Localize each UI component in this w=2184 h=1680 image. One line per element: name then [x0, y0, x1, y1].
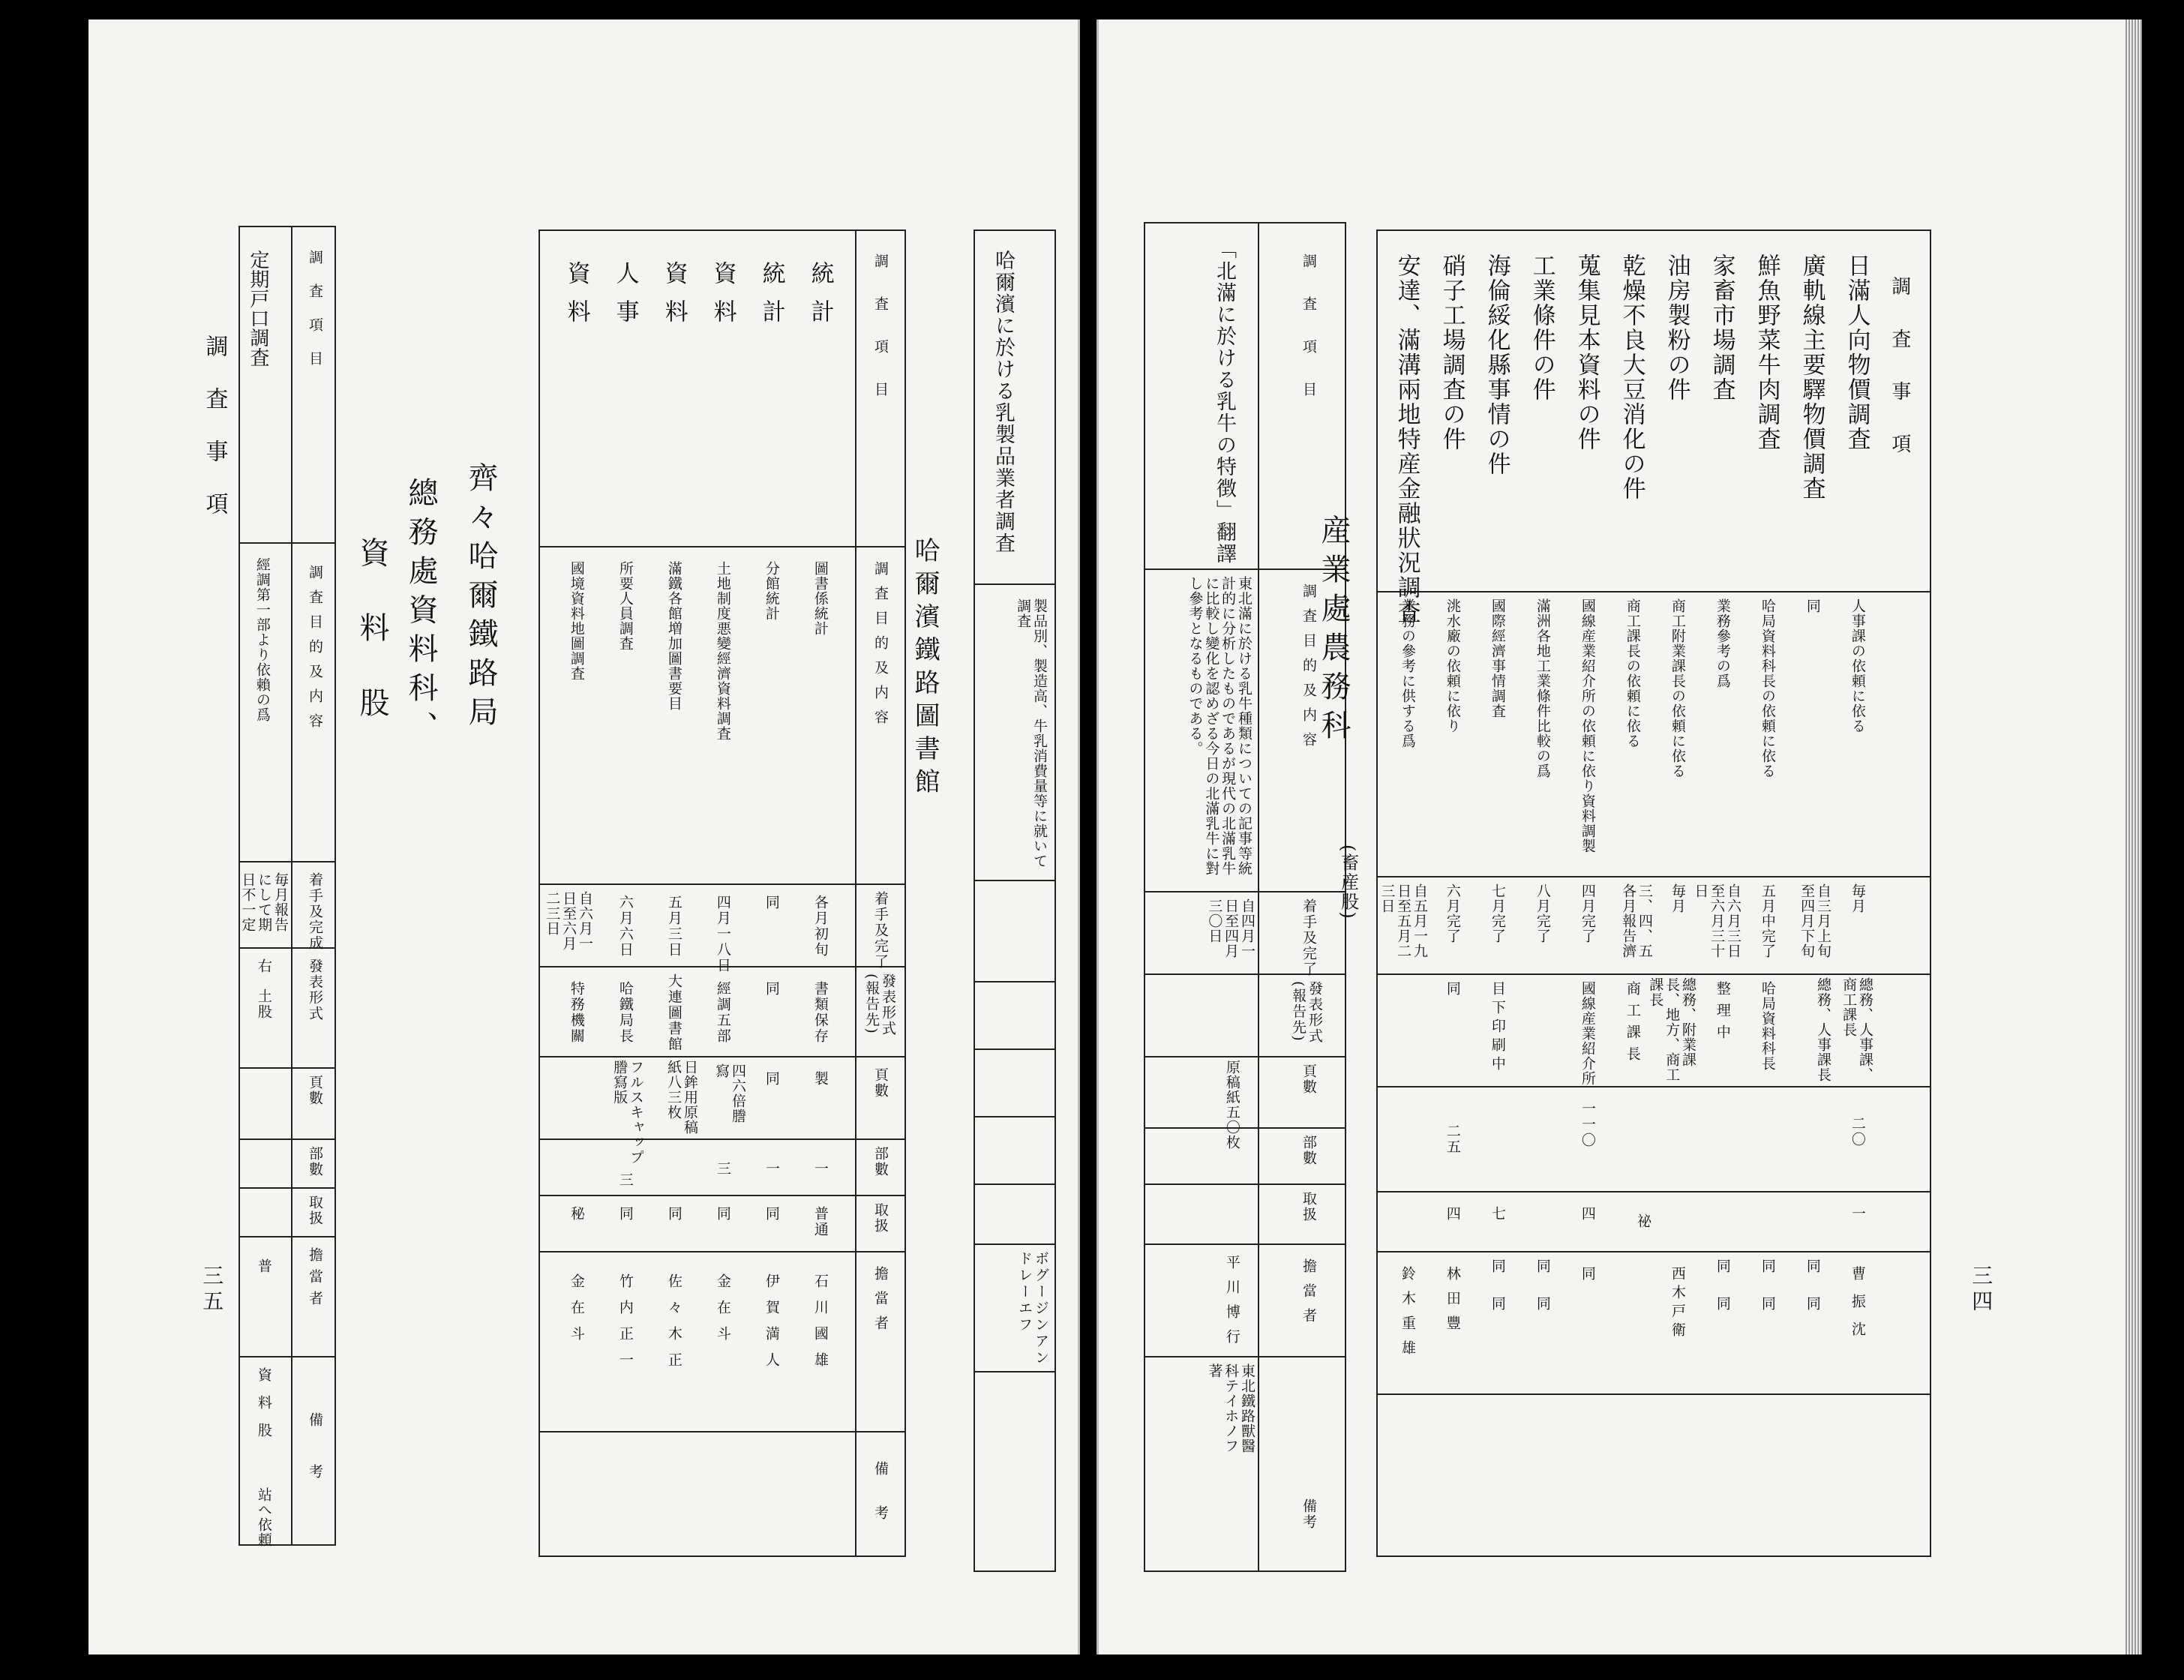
translation-purpose: 東北滿に於ける乳牛種類についての記事等統計的に分析したものであるが現代の北滿乳牛に比較し變化を認めざる今日の北滿乳牛に對し參考となるものである。	[1186, 576, 1252, 876]
header-pages: 頁數	[872, 1067, 889, 1099]
row-purpose: 業務參考の爲	[1714, 598, 1731, 688]
dairy-person: ボグージンアンドレーエフ	[1016, 1251, 1049, 1366]
header-format: 發表形式(報告先)	[863, 974, 896, 1036]
header-start: 着手及完了	[1300, 898, 1317, 977]
row-format: 總務、人事課長	[1815, 977, 1832, 1082]
row-item: 安達、滿溝兩地特産金融狀況調査	[1393, 254, 1420, 625]
row-pages: 同	[763, 1071, 780, 1087]
row-start: 八月完了	[1534, 884, 1551, 944]
data-section-table	[538, 230, 906, 1557]
row-handling: 祕	[1634, 1214, 1652, 1229]
row-format: 國線産業紹介所	[1579, 981, 1596, 1086]
row-start: 四月完了	[1579, 884, 1596, 944]
row-format: 目下印刷中	[1489, 981, 1506, 1075]
left-heading: 調査事項	[201, 334, 228, 544]
row-person: 同	[1714, 1296, 1731, 1312]
header-pages: 頁數	[307, 1075, 323, 1106]
row-start: 五月三日	[665, 895, 682, 958]
row-person: 同	[1579, 1266, 1596, 1282]
header-handling: 取扱	[307, 1195, 323, 1226]
row-handling: 秘	[568, 1206, 585, 1222]
row-person: 林田豐	[1444, 1266, 1461, 1340]
row-purpose: 人事課の依頼に依る	[1849, 598, 1866, 734]
row-format: 特務機關	[568, 981, 585, 1044]
row-item: 資料	[709, 261, 736, 338]
row-start: 七月完了	[1489, 884, 1506, 944]
row-pages: フルスキャップ謄寫版	[611, 1060, 644, 1165]
row-start: 三、四、五各月報告濟	[1620, 884, 1653, 958]
header-copies: 部數	[1300, 1135, 1317, 1166]
row-copies: 一	[763, 1161, 780, 1177]
book-edge	[2126, 20, 2142, 1654]
row-person: 鈴木重雄	[1399, 1266, 1416, 1365]
header-item: 調査項目	[1300, 254, 1317, 424]
row-purpose: 國境資料地圖調査	[568, 561, 585, 681]
translation-item: 「北滿に於ける乳牛の特徴」翻譯	[1213, 238, 1237, 565]
right-page-number: 三四	[1969, 1264, 1994, 1316]
row-purpose: 業務の參考に供する爲	[1399, 598, 1416, 748]
header-handling: 取扱	[1300, 1191, 1317, 1222]
row-start: 六月完了	[1444, 884, 1461, 944]
header-note: 備考	[307, 1412, 323, 1516]
header-start: 着手及完了	[872, 891, 889, 970]
header-note: 備考	[1300, 1498, 1317, 1530]
row-purpose: 國際經濟事情調査	[1489, 598, 1506, 718]
row-format: 整理中	[1714, 981, 1731, 1046]
row-copies: 四	[1579, 1206, 1596, 1222]
agriculture-table	[1376, 230, 1931, 1557]
row-purpose: 圖書係統計	[812, 561, 829, 636]
row-start: 自三月上旬至四月下旬	[1798, 884, 1832, 958]
row-pages: 二〇	[1849, 1116, 1866, 1148]
dept-railway-bureau: 齊々哈爾鐵路局	[464, 462, 498, 735]
row-start: 六月六日	[616, 895, 634, 958]
row-pages: 日鉾用原稿紙八三枚	[665, 1060, 698, 1135]
left-page	[88, 20, 1080, 1654]
header-item: 調査項目	[307, 250, 323, 385]
row-item: 工業條件の件	[1528, 254, 1556, 402]
row-purpose: 國線産業紹介所の依頼に依り資料調製	[1579, 598, 1596, 854]
row-person: 石川國雄	[812, 1274, 829, 1378]
header-item: 調査項目	[872, 254, 889, 424]
row-person: 曹振沈	[1849, 1266, 1866, 1349]
row-format: 總務、人事課、商工課長	[1840, 977, 1874, 1082]
row-format: 總務、附業課長、地方、商工課長	[1647, 977, 1696, 1082]
row-item: 油房製粉の件	[1663, 254, 1690, 402]
header-person: 擔當者	[307, 1247, 323, 1312]
row-item: 硝子工場調査の件	[1438, 254, 1466, 452]
census-format: 右	[255, 958, 272, 974]
row-start: 同	[763, 895, 780, 910]
row-person: 同	[1489, 1296, 1506, 1312]
row-person: 佐々木正	[665, 1274, 682, 1378]
row-item: 統計	[806, 261, 834, 338]
row-person: 同	[1804, 1296, 1821, 1312]
row-start: 毎月	[1849, 884, 1866, 914]
dept-library: 哈爾濱鐵路圖書館	[910, 537, 940, 801]
row-start: 毎月	[1669, 884, 1686, 914]
dept-agriculture: 産業處農務科	[1316, 514, 1351, 748]
row-handling: 同	[763, 1206, 780, 1222]
translation-person: 平川博行	[1223, 1255, 1240, 1354]
row-format: 書類保存	[812, 981, 829, 1044]
dept-livestock-section: (畜産股)	[1337, 844, 1359, 920]
header-purpose: 調査目的及内容	[307, 565, 323, 738]
row-start: 五月中完了	[1759, 884, 1776, 958]
library-table	[974, 230, 1056, 1572]
row-start: 各月初旬	[812, 895, 829, 958]
row-person: 同	[1759, 1296, 1776, 1312]
row-handling: 同	[714, 1206, 731, 1222]
row-purpose: 滿鐵各館増加圖書要目	[665, 561, 682, 711]
census-handling: 普	[255, 1258, 272, 1274]
census-purpose: 經調第一部より依賴の爲	[254, 557, 271, 722]
row-purpose: 滿洲各地工業條件比較の爲	[1534, 598, 1551, 778]
row-handling: 同	[1759, 1258, 1776, 1274]
row-item: 乾燥不良大豆消化の件	[1618, 254, 1646, 501]
row-copies: 一	[1849, 1206, 1866, 1222]
row-purpose: 商工課長の依頼に依る	[1624, 598, 1641, 748]
header-format: 發表形式(報告先)	[1290, 981, 1323, 1044]
row-format: 哈局資料科長	[1759, 981, 1776, 1071]
row-person: 西木戸衛	[1669, 1266, 1686, 1341]
row-pages: 四六倍謄寫	[713, 1064, 746, 1124]
census-start: 毎月報告にして期日不一定	[239, 872, 289, 932]
left-page-number: 三五	[200, 1264, 225, 1316]
header-copies: 部數	[307, 1146, 323, 1178]
census-note: 站へ依頼	[255, 1487, 272, 1547]
header-purpose: 調査目的及内容	[872, 561, 889, 734]
row-purpose: 洮水廠の依頼に依り	[1444, 598, 1461, 734]
right-page	[1096, 20, 2126, 1654]
row-handling: 同	[665, 1206, 682, 1222]
row-handling: 同	[616, 1206, 634, 1222]
dairy-item: 哈爾濱に於ける乳製品業者調査	[992, 250, 1016, 554]
row-copies: 一	[812, 1161, 829, 1177]
row-pages: 一一〇	[1579, 1101, 1596, 1148]
row-format: 同	[1444, 981, 1461, 996]
row-format: 哈鐵局長	[616, 981, 634, 1044]
census-person: 資料股	[255, 1367, 272, 1450]
row-handling: 普通	[812, 1206, 829, 1238]
row-person: 伊賀満人	[763, 1274, 780, 1378]
row-person: 金在斗	[568, 1274, 585, 1352]
row-start: 自六月三日至六月三十日	[1692, 884, 1742, 958]
row-item: 家畜市場調査	[1708, 254, 1736, 402]
row-handling: 同	[1489, 1258, 1506, 1274]
header-start: 着手及完成	[307, 872, 323, 951]
row-person: 竹内正一	[616, 1274, 634, 1378]
row-handling: 同	[1534, 1258, 1551, 1274]
row-item: 蒐集見本資料の件	[1573, 254, 1600, 452]
dairy-purpose: 製品別、製造高、牛乳消費量等に就いて調査	[1015, 598, 1048, 868]
row-purpose: 哈局資料科長の依頼に依る	[1759, 598, 1776, 778]
row-item: 統計	[758, 261, 785, 338]
row-item: 資料	[562, 261, 590, 338]
row-pages: 二五	[1444, 1124, 1461, 1155]
header-note: 備考	[872, 1461, 889, 1550]
census-publisher: 土股	[255, 988, 272, 1020]
translation-note: 東北鐵路獸醫科テイホノフ著	[1206, 1364, 1256, 1454]
dept-data-section: 資料股	[355, 537, 389, 762]
header-format: 發表形式	[307, 958, 323, 1022]
row-format: 經調五部	[714, 981, 731, 1044]
row-item: 海倫綏化縣事情の件	[1483, 254, 1510, 476]
row-purpose: 分館統計	[763, 561, 780, 621]
row-copies: 三	[616, 1172, 634, 1188]
row-format: 商工課長	[1624, 981, 1641, 1068]
header-copies: 部數	[872, 1146, 889, 1178]
row-copies: 七	[1489, 1206, 1506, 1222]
row-handling: 同	[1714, 1258, 1731, 1274]
translation-table	[1144, 222, 1346, 1572]
translation-start: 自四月一日至四月三〇日	[1206, 898, 1256, 958]
dept-general-affairs: 總務處資料科、	[404, 477, 438, 750]
agri-heading: 調査事項	[1888, 276, 1911, 486]
row-pages: 製	[812, 1071, 829, 1087]
row-item: 廣軌線主要驛物價調査	[1798, 254, 1826, 501]
row-copies: 四	[1444, 1206, 1461, 1222]
header-pages: 頁數	[1300, 1064, 1317, 1095]
header-person: 擔當者	[872, 1266, 889, 1340]
row-item: 鮮魚野菜牛肉調査	[1753, 254, 1780, 452]
translation-pages: 原稿紙五〇枚	[1223, 1060, 1240, 1150]
row-purpose: 土地制度悪變經濟資料調査	[714, 561, 731, 741]
census-item: 定期戸口調査	[246, 250, 269, 367]
row-start: 四月一八日	[714, 895, 731, 974]
header-handling: 取扱	[872, 1202, 889, 1234]
row-start: 自五月一九日至五月二三日	[1378, 884, 1428, 958]
row-purpose: 商工附業課長の依頼に依る	[1669, 598, 1686, 778]
header-person: 擔當者	[1300, 1258, 1317, 1333]
census-table	[238, 226, 336, 1546]
row-format: 同	[763, 981, 780, 997]
row-start: 自六月一日至六月二三日	[544, 891, 593, 951]
row-item: 人事	[611, 261, 639, 338]
row-format: 大連圖書館	[665, 974, 682, 1052]
header-purpose: 調査目的及内容	[1300, 584, 1317, 757]
row-person: 金在斗	[714, 1274, 731, 1352]
row-handling: 同	[1804, 1258, 1821, 1274]
row-purpose: 所要人員調査	[616, 561, 634, 651]
row-person: 同	[1534, 1296, 1551, 1312]
row-item: 日滿人向物價調査	[1843, 254, 1870, 452]
row-purpose: 同	[1804, 598, 1821, 614]
row-copies: 三	[714, 1161, 731, 1177]
row-item: 資料	[660, 261, 688, 338]
